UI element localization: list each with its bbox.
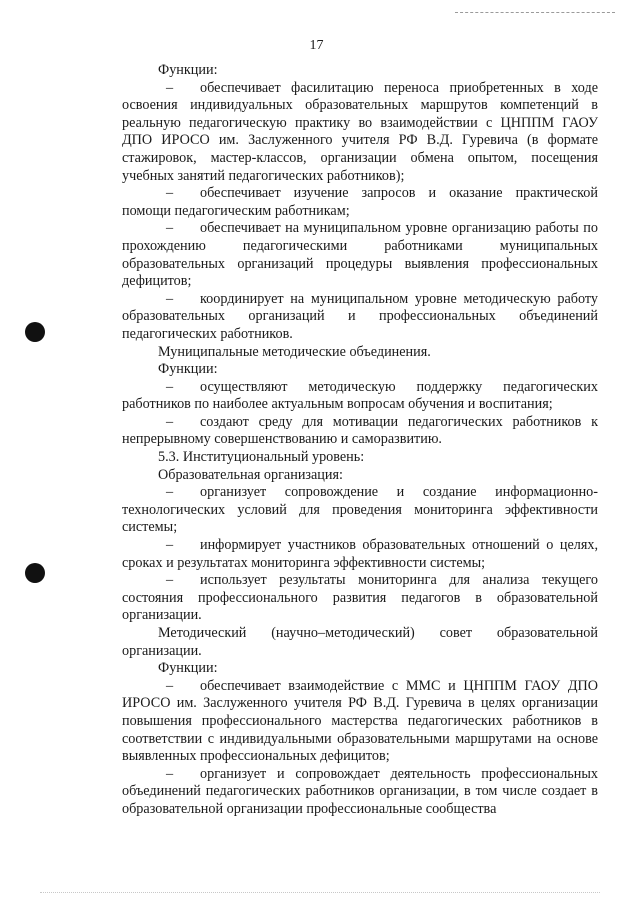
list-item-text: обеспечивает фасилитацию переноса приобретенных в ходе освоения индивидуальных образовательных маршрутов компетенций в реальную педагогическую практику во взаимодействии с ЦНППМ ГАОУ ДПО ИРОСО им. Заслуженного учителя РФ В.Д. Гуревича (в формате стажировок, мастер-классов, организации обмена опытом, посещения учебных занятий педагогических работников); [122, 79, 598, 184]
list-item [122, 572, 598, 625]
paragraph: Образовательная организация: [158, 466, 343, 483]
paragraph: 5.3. Институциональный уровень: [158, 449, 365, 466]
list-item-text: осуществляют методическую поддержку педагогических работников по наиболее актуальным вопросам обучения и воспитания; [122, 378, 598, 413]
bullet-dash: – [166, 572, 174, 589]
list-item-text: обеспечивает на муниципальном уровне организацию работы по прохождению педагогическими работниками муниципальных образовательных организаций процедуры выявления профессиональных дефицитов; [122, 220, 598, 290]
list-item [122, 379, 598, 414]
bullet-dash: – [166, 765, 174, 782]
bullet-dash: – [166, 413, 174, 430]
list-item [122, 185, 598, 220]
bullet-dash: – [166, 484, 174, 501]
paragraph: Функции: [158, 361, 218, 378]
list-item [122, 80, 598, 186]
list-item-text: организует и сопровождает деятельность профессиональных объединений педагогических работников организации, в том числе создает в образовательной организации профессиональные сообщества [122, 765, 598, 817]
bullet-dash: – [166, 537, 174, 554]
list-item-text: использует результаты мониторинга для анализа текущего состояния профессионального развития педагогов в образовательной организации. [122, 572, 598, 624]
paragraph: Функции: [158, 62, 218, 78]
list-item [122, 414, 598, 449]
list-item [122, 678, 598, 766]
bullet-dash: – [166, 378, 174, 395]
list-item [122, 291, 598, 344]
list-item-text: обеспечивает взаимодействие с ММС и ЦНППМ ГАОУ ДПО ИРОСО им. Заслуженного учителя РФ В.Д. Гуревича в целях организации повышения профессионального мастерства педагогических работников в соответствии с индивидуальными образовательными маршрутами на основе выявленных профессиональных дефицитов; [122, 677, 598, 765]
bullet-dash: – [166, 677, 174, 694]
list-item-text: организует сопровождение и создание информационно-технологических условий для проведения мониторинга эффективности системы; [122, 484, 598, 536]
bullet-dash: – [166, 220, 174, 237]
list-item-text: информирует участников образовательных отношений о целях, сроках и результатах мониторинга эффективности системы; [122, 537, 598, 571]
scan-artifact-line [40, 892, 600, 893]
scan-artifact-line [455, 12, 615, 13]
page-number: 17 [309, 38, 324, 53]
paragraph: Методический (научно–методический) совет образовательной организации. [122, 625, 598, 659]
list-item [122, 484, 598, 537]
bullet-dash: – [166, 290, 174, 307]
list-item-text: создают среду для мотивации педагогических работников к непрерывному совершенствованию и саморазвитию. [122, 413, 598, 448]
list-item-text: координирует на муниципальном уровне методическую работу образовательных организаций и профессиональных объединений педагогических работников. [122, 290, 598, 342]
paragraph: Функции: [158, 660, 218, 677]
punch-hole [25, 322, 45, 342]
punch-hole [25, 563, 45, 583]
document-body [122, 62, 598, 819]
paragraph: Муниципальные методические объединения. [158, 343, 431, 360]
bullet-dash: – [166, 185, 174, 202]
list-item [122, 766, 598, 819]
bullet-dash: – [166, 79, 174, 96]
list-item-text: обеспечивает изучение запросов и оказание практической помощи педагогическим работникам; [122, 185, 598, 219]
list-item [122, 537, 598, 572]
list-item [122, 220, 598, 290]
